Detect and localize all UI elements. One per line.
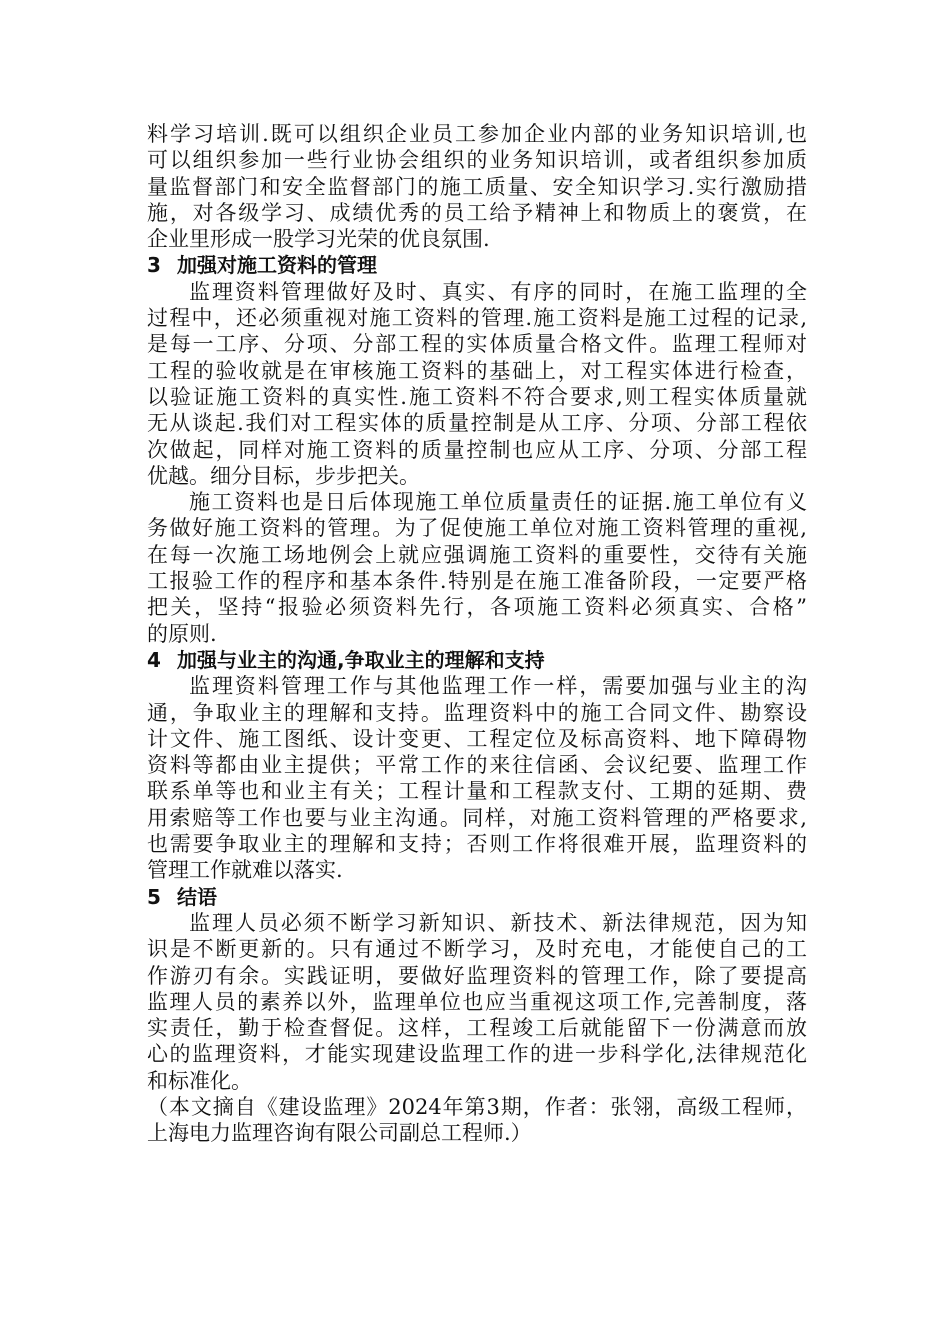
text-line: 施工资料也是日后体现施工单位质量责任的证据.施工单位有义 [189, 490, 807, 515]
text-line: 工报验工作的程序和基本条件.特别是在施工准备阶段，一定要严格 [147, 569, 807, 594]
text-line: 和标准化。 [147, 1068, 252, 1093]
text-line: 在每一次施工场地例会上就应强调施工资料的重要性，交待有关施 [147, 542, 807, 567]
section-4-heading [147, 647, 807, 673]
text-line: 也需要争取业主的理解和支持；否则工作将很难开展，监理资料的 [147, 832, 807, 857]
text-line: 心的监理资料，才能实现建设监理工作的进一步科学化,法律规范化 [147, 1042, 807, 1067]
text-line: 无从谈起.我们对工程实体的质量控制是从工序、分项、分部工程依 [147, 411, 807, 436]
text-line: 务做好施工资料的管理。为了促使施工单位对施工资料管理的重视, [147, 516, 807, 541]
text-line: 以验证施工资料的真实性.施工资料不符合要求,则工程实体质量就 [147, 384, 807, 409]
text-line: 施，对各级学习、成绩优秀的员工给予精神上和物质上的褒赏，在 [147, 200, 807, 225]
text-line: 计文件、施工图纸、设计变更、工程定位及标高资料、地下障碍物 [147, 726, 807, 751]
text-line: 资料等都由业主提供；平常工作的来往信函、会议纪要、监理工作 [147, 753, 807, 778]
section-number: 3 [147, 253, 161, 278]
text-line: 通，争取业主的理解和支持。监理资料中的施工合同文件、勘察设 [147, 700, 807, 725]
intro-paragraph [147, 121, 807, 252]
text-line: 企业里形成一股学习光荣的优良氛围. [147, 227, 490, 252]
section-number: 5 [147, 884, 161, 909]
section-title: 加强对施工资料的管理 [177, 253, 377, 278]
text-line: 用索赔等工作也要与业主沟通。同样，对施工资料管理的严格要求, [147, 805, 807, 830]
text-line: 联系单等也和业主有关；工程计量和工程款支付、工期的延期、费 [147, 779, 807, 804]
section-4-paragraph-1 [147, 673, 807, 883]
text-line: 把关，坚持“报验必须资料先行，各项施工资料必须真实、合格” [147, 595, 807, 620]
section-title: 加强与业主的沟通,争取业主的理解和支持 [177, 647, 545, 672]
text-line: 监理人员的素养以外，监理单位也应当重视这项工作,完善制度，落 [147, 989, 807, 1014]
text-line: 识是不断更新的。只有通过不断学习，及时充电，才能使自己的工 [147, 937, 807, 962]
section-5-heading [147, 884, 807, 910]
text-line: 的原则. [147, 621, 217, 646]
text-line: 上海电力监理咨询有限公司副总工程师.） [147, 1121, 532, 1146]
text-line: 量监督部门和安全监督部门的施工质量、安全知识学习.实行激励措 [147, 174, 807, 199]
text-line: 优越。细分目标，步步把关。 [147, 463, 420, 488]
text-line: 次做起，同样对施工资料的质量控制也应从工序、分项、分部工程 [147, 437, 807, 462]
text-line: （本文摘自《建设监理》2024年第3期，作者：张翎，高级工程师， [147, 1094, 807, 1119]
text-line: 过程中，还必须重视对施工资料的管理.施工资料是施工过程的记录, [147, 306, 807, 331]
text-line: 管理工作就难以落实. [147, 858, 343, 883]
document-page [147, 121, 807, 1147]
section-5-paragraph-1 [147, 910, 807, 1094]
text-line: 料学习培训.既可以组织企业员工参加企业内部的业务知识培训,也 [147, 122, 807, 146]
text-line: 工程的验收就是在审核施工资料的基础上，对工程实体进行检查， [147, 358, 807, 383]
section-number: 4 [147, 647, 161, 672]
section-3-paragraph-1 [147, 279, 807, 489]
text-line: 可以组织参加一些行业协会组织的业务知识培训，或者组织参加质 [147, 148, 807, 173]
source-note [147, 1094, 807, 1147]
text-line: 监理人员必须不断学习新知识、新技术、新法律规范，因为知 [189, 910, 807, 935]
text-line: 是每一工序、分项、分部工程的实体质量合格文件。监理工程师对 [147, 332, 807, 357]
text-line: 作游刃有余。实践证明，要做好监理资料的管理工作，除了要提高 [147, 963, 807, 988]
text-line: 监理资料管理工作与其他监理工作一样，需要加强与业主的沟 [189, 674, 807, 699]
section-3-paragraph-2 [147, 489, 807, 647]
section-3-heading [147, 252, 807, 278]
text-line: 监理资料管理做好及时、真实、有序的同时，在施工监理的全 [189, 279, 807, 304]
text-line: 实责任，勤于检查督促。这样，工程竣工后就能留下一份满意而放 [147, 1016, 807, 1041]
section-title: 结语 [177, 884, 217, 909]
